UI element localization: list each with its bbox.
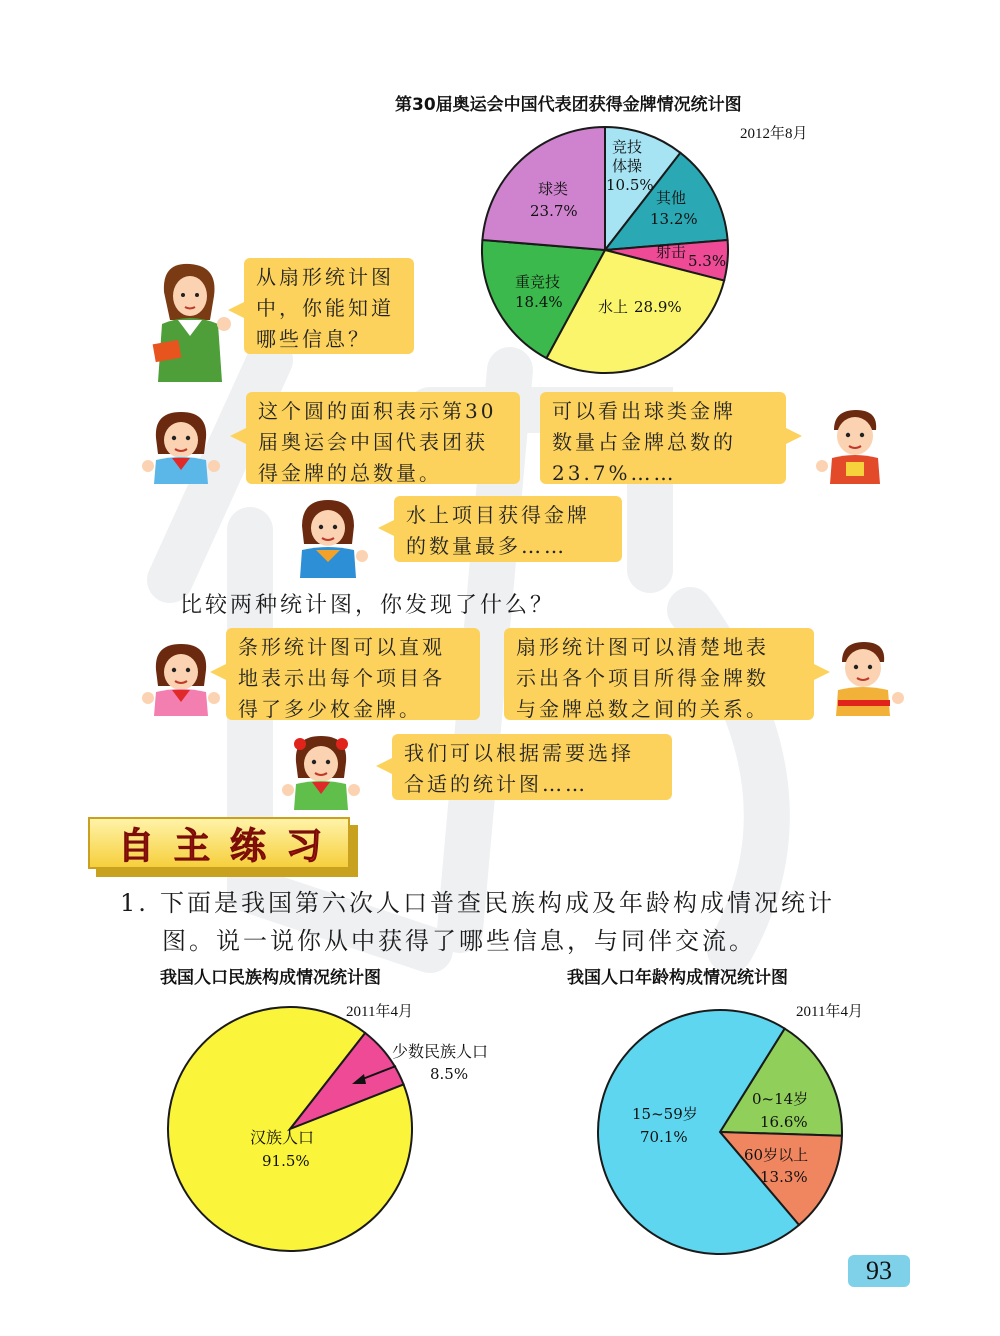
label-age-15-59: 15~59岁 — [632, 1105, 698, 1123]
girl1-speech-bubble: 这个圆的面积表示第30 届奥运会中国代表团获 得金牌的总数量。 — [246, 392, 520, 484]
value-heavy: 18.4% — [515, 293, 563, 311]
girl2-speech-bubble: 水上项目获得金牌 的数量最多…… — [394, 496, 622, 562]
girl-figure-1 — [138, 410, 224, 484]
label-minority: 少数民族人口 — [392, 1042, 489, 1061]
label-ball: 球类 — [538, 180, 569, 198]
girl-figure-2 — [286, 498, 370, 578]
value-age-0-14: 16.6% — [760, 1113, 808, 1131]
exercise-line-2: 图。说一说你从中获得了哪些信息，与同伴交流。 — [162, 927, 756, 955]
boy-figure-2 — [822, 640, 906, 716]
label-water: 水上 — [598, 298, 629, 316]
section-title: 自主练习 — [118, 825, 343, 867]
exercise-1 — [120, 884, 940, 960]
value-other: 13.2% — [650, 210, 698, 228]
label-other: 其他 — [656, 189, 687, 207]
label-gymnastics: 竞技 — [612, 138, 643, 156]
label-shooting: 射击 — [656, 243, 687, 261]
value-minority: 8.5% — [430, 1065, 469, 1083]
teacher-speech-bubble: 从扇形统计图 中，你能知道 哪些信息？ — [244, 258, 414, 354]
label-han: 汉族人口 — [250, 1128, 315, 1147]
label-heavy: 重竞技 — [515, 273, 561, 291]
girl3-speech-bubble: 条形统计图可以直观 地表示出每个项目各 得了多少枚金牌。 — [226, 628, 480, 720]
section-banner — [88, 817, 360, 879]
label-age-0-14: 0~14岁 — [752, 1090, 809, 1108]
age-chart-title: 我国人口年龄构成情况统计图 — [567, 968, 788, 988]
value-age-60: 13.3% — [760, 1168, 808, 1186]
exercise-number: 1. — [120, 889, 149, 917]
value-age-15-59: 70.1% — [640, 1128, 688, 1146]
age-chart-date: 2011年4月 — [796, 1004, 863, 1020]
exercise-line-1: 下面是我国第六次人口普查民族构成及年龄构成情况统计 — [160, 889, 835, 917]
boy1-speech-bubble: 可以看出球类金牌 数量占金牌总数的 23.7%…… — [540, 392, 786, 484]
medal-chart-title: 第30届奥运会中国代表团获得金牌情况统计图 — [395, 95, 742, 115]
teacher-figure — [148, 262, 238, 382]
value-gymnastics: 10.5% — [606, 176, 654, 194]
medal-chart-date: 2012年8月 — [740, 126, 808, 142]
value-han: 91.5% — [262, 1152, 310, 1170]
label-age-60: 60岁以上 — [744, 1146, 809, 1164]
ethnic-chart-title: 我国人口民族构成情况统计图 — [160, 968, 381, 988]
value-ball: 23.7% — [530, 202, 578, 220]
page-number: 93 — [848, 1255, 910, 1287]
value-water: 28.9% — [634, 298, 682, 316]
girl-figure-4 — [278, 734, 364, 810]
value-shooting: 5.3% — [688, 252, 727, 270]
label-gymnastics-2: 体操 — [612, 157, 643, 175]
boy-figure-1 — [814, 408, 894, 484]
boy2-speech-bubble: 扇形统计图可以清楚地表 示出各个项目所得金牌数 与金牌总数之间的关系。 — [504, 628, 814, 720]
girl4-speech-bubble: 我们可以根据需要选择 合适的统计图…… — [392, 734, 672, 800]
ethnic-chart-date: 2011年4月 — [346, 1004, 413, 1020]
comparison-question: 比较两种统计图，你发现了什么？ — [180, 593, 556, 618]
